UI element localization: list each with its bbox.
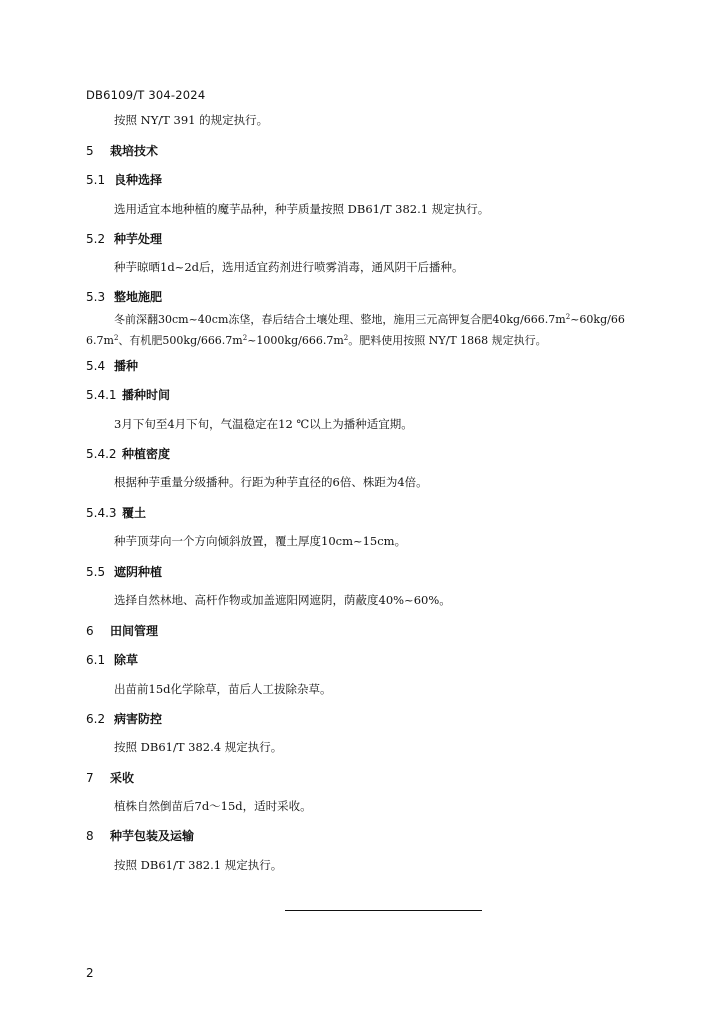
section-number: 7 bbox=[86, 771, 94, 785]
section-number: 5.1 bbox=[86, 173, 106, 187]
end-of-document-rule bbox=[285, 910, 482, 911]
section-6-1-heading bbox=[86, 651, 138, 668]
page-number: 2 bbox=[86, 966, 94, 980]
section-title: 播种时间 bbox=[122, 388, 171, 402]
section-number: 5.4.2 bbox=[86, 447, 117, 461]
section-5-3-paragraph-line1 bbox=[114, 311, 625, 327]
section-5-3-heading bbox=[86, 288, 162, 305]
section-title: 除草 bbox=[114, 653, 139, 667]
document-code: DB6109/T 304-2024 bbox=[86, 88, 206, 102]
section-title: 栽培技术 bbox=[110, 144, 159, 158]
section-5-1-heading bbox=[86, 171, 162, 188]
text-run: 冬前深翻30cm~40cm冻垡，春后结合土壤处理、整地，施用三元高钾复合肥40kg/666.7m bbox=[114, 313, 566, 326]
superscript: 2 bbox=[242, 334, 248, 342]
section-title: 遮阴种植 bbox=[114, 565, 163, 579]
section-number: 6.1 bbox=[86, 653, 106, 667]
section-number: 8 bbox=[86, 829, 94, 843]
section-5-3-paragraph-line2 bbox=[86, 332, 547, 348]
section-title: 播种 bbox=[114, 359, 139, 373]
text-run: 6.7m bbox=[86, 334, 114, 347]
section-5-5-heading bbox=[86, 563, 162, 580]
section-number: 6.2 bbox=[86, 712, 106, 726]
superscript: 2 bbox=[343, 334, 349, 342]
section-number: 5.5 bbox=[86, 565, 106, 579]
section-number: 5.3 bbox=[86, 290, 106, 304]
section-6-heading bbox=[86, 622, 158, 639]
text-run: 。肥料使用按照 NY/T 1868 规定执行。 bbox=[348, 334, 547, 347]
section-6-2-heading bbox=[86, 710, 162, 727]
section-title: 良种选择 bbox=[114, 173, 163, 187]
section-title: 采收 bbox=[110, 771, 135, 785]
section-5-1-paragraph: 选用适宜本地种植的魔芋品种，种芋质量按照 DB61/T 382.1 规定执行。 bbox=[114, 202, 490, 216]
section-6-2-paragraph: 按照 DB61/T 382.4 规定执行。 bbox=[114, 740, 283, 754]
section-5-4-1-heading bbox=[86, 386, 170, 403]
section-number: 5.4.3 bbox=[86, 506, 117, 520]
section-7-paragraph: 植株自然倒苗后7d～15d，适时采收。 bbox=[114, 799, 312, 813]
text-run: ~60kg/66 bbox=[570, 313, 625, 326]
section-5-4-2-paragraph: 根据种芋重量分级播种。行距为种芋直径的6倍、株距为4倍。 bbox=[114, 475, 428, 489]
intro-paragraph: 按照 NY/T 391 的规定执行。 bbox=[114, 113, 269, 127]
section-7-heading bbox=[86, 769, 134, 786]
section-5-4-3-paragraph: 种芋顶芽向一个方向倾斜放置，覆土厚度10cm~15cm。 bbox=[114, 534, 407, 548]
section-5-4-1-paragraph: 3月下旬至4月下旬，气温稳定在12 ℃以上为播种适宜期。 bbox=[114, 417, 413, 431]
section-number: 5 bbox=[86, 144, 94, 158]
section-5-2-heading bbox=[86, 230, 162, 247]
section-8-heading bbox=[86, 827, 194, 844]
superscript: 2 bbox=[565, 313, 571, 321]
text-run: ~1000kg/666.7m bbox=[247, 334, 344, 347]
section-title: 田间管理 bbox=[110, 624, 159, 638]
section-number: 5.4.1 bbox=[86, 388, 117, 402]
section-5-heading bbox=[86, 142, 158, 159]
section-6-1-paragraph: 出苗前15d化学除草，苗后人工拔除杂草。 bbox=[114, 682, 332, 696]
section-number: 5.2 bbox=[86, 232, 106, 246]
section-number: 5.4 bbox=[86, 359, 106, 373]
section-title: 种芋处理 bbox=[114, 232, 163, 246]
section-5-2-paragraph: 种芋晾晒1d~2d后，选用适宜药剂进行喷雾消毒，通风阴干后播种。 bbox=[114, 260, 464, 274]
text-run: 、有机肥500kg/666.7m bbox=[118, 334, 243, 347]
section-8-paragraph: 按照 DB61/T 382.1 规定执行。 bbox=[114, 858, 283, 872]
section-title: 种芋包装及运输 bbox=[110, 829, 195, 843]
section-5-4-3-heading bbox=[86, 504, 146, 521]
section-title: 整地施肥 bbox=[114, 290, 163, 304]
section-title: 覆土 bbox=[122, 506, 147, 520]
section-title: 病害防控 bbox=[114, 712, 163, 726]
section-title: 种植密度 bbox=[122, 447, 171, 461]
superscript: 2 bbox=[113, 334, 119, 342]
section-number: 6 bbox=[86, 624, 94, 638]
section-5-4-2-heading bbox=[86, 445, 170, 462]
section-5-4-heading bbox=[86, 357, 138, 374]
section-5-5-paragraph: 选择自然林地、高杆作物或加盖遮阳网遮阴，荫蔽度40%~60%。 bbox=[114, 593, 451, 607]
